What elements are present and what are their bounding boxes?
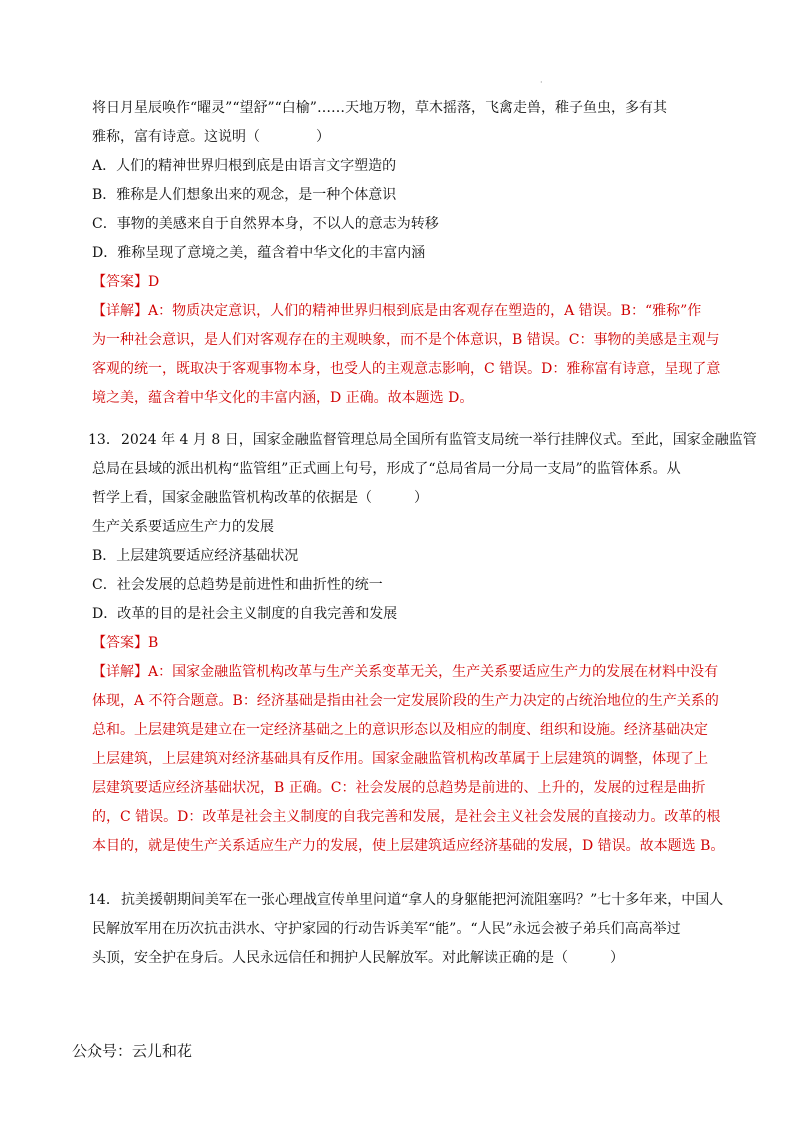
detail-text: A：国家金融监管机构改革与生产关系变革无关，生产关系要适应生产力的发展在材料中没有 [148, 664, 719, 680]
q13-stem-line: 哲学上看，国家金融监管机构改革的依据是（ ） [92, 490, 428, 506]
question-12 [92, 94, 752, 413]
answer-value: B [148, 635, 159, 651]
q13-option-b: B．上层建筑要适应经济基础状况 [92, 548, 299, 564]
q12-answer [92, 268, 752, 297]
q13-answer [92, 629, 752, 658]
q14-stem-line: 抗美援朝期间美军在一张心理战宣传单里问道“拿人的身躯能把河流阻塞吗？”七十多年来，中国人 [121, 892, 724, 908]
q14-number: 14． [88, 892, 120, 908]
q12-detail-line: 客观的统一，既取决于客观事物本身，也受人的主观意志影响，C 错误。D：雅称富有诗意，呈现了意 [92, 361, 721, 377]
question-13 [92, 455, 752, 861]
q13-detail-line: 上层建筑，上层建筑对经济基础具有反作用。国家金融监管机构改革属于上层建筑的调整，体现了上 [92, 751, 708, 767]
detail-label: 【详解】 [92, 664, 148, 680]
q14-stem-line: 头顶，安全护在身后。人民永远信任和拥护人民解放军。对此解读正确的是（ ） [92, 950, 624, 966]
q13-detail-line [92, 658, 752, 687]
detail-label: 【详解】 [92, 303, 148, 319]
q13-detail-line: 总和。上层建筑是建立在一定经济基础之上的意识形态以及相应的制度、组织和设施。经济基础决定 [92, 722, 708, 738]
answer-label: 【答案】 [92, 274, 148, 290]
q12-option-a: A．人们的精神世界归根到底是由语言文字塑造的 [92, 158, 397, 174]
q13-detail-line: 层建筑要适应经济基础状况，B 正确。C：社会发展的总趋势是前进的、上升的，发展的过程是曲折 [92, 780, 706, 796]
q13-stem-line: 2024 年 4 月 8 日，国家金融监督管理总局全国所有监管支局统一举行挂牌仪式。至此，国家金融监管 [121, 432, 757, 448]
top-mark: · [540, 78, 543, 87]
detail-text: A：物质决定意识，人们的精神世界归根到底是由客观存在塑造的，A 错误。B：“雅称”作 [148, 303, 702, 319]
q13-number: 13． [88, 432, 120, 448]
q12-stem-line: 雅称，富有诗意。这说明（ ） [92, 129, 330, 145]
footer-account: 公众号：云儿和花 [72, 1042, 193, 1060]
q14-stem-line: 民解放军用在历次抗击洪水、守护家园的行动告诉美军“能”。“人民”永远会被子弟兵们高高举过 [92, 921, 681, 937]
q12-option-c: C．事物的美感来自于自然界本身，不以人的意志为转移 [92, 216, 439, 232]
q13-detail-line: 的，C 错误。D：改革是社会主义制度的自我完善和发展，是社会主义社会发展的直接动力。改革的根 [92, 809, 721, 825]
q12-option-b: B．雅称是人们想象出来的观念，是一种个体意识 [92, 187, 397, 203]
q13-option-c: C．社会发展的总趋势是前进性和曲折性的统一 [92, 577, 383, 593]
q12-option-d: D．雅称呈现了意境之美，蕴含着中华文化的丰富内涵 [92, 245, 426, 261]
q13-stem-line: 总局在县域的派出机构“监管组”正式画上句号，形成了“总局省局一分局一支局”的监管体系。从 [92, 461, 681, 477]
question-14 [92, 915, 752, 973]
q13-detail-line: 体现，A 不符合题意。B：经济基础是指由社会一定发展阶段的生产力决定的占统治地位的生产关系的 [92, 693, 719, 709]
q13-detail-line: 本目的，就是使生产关系适应生产力的发展，使上层建筑适应经济基础的发展，D 错误。故本题选 B。 [92, 838, 725, 854]
answer-label: 【答案】 [92, 635, 148, 651]
answer-value: D [148, 274, 160, 290]
question-13-stem [121, 426, 781, 455]
q13-option-d: D．改革的目的是社会主义制度的自我完善和发展 [92, 606, 398, 622]
q13-option-a: 生产关系要适应生产力的发展 [92, 519, 274, 535]
question-14-stem [121, 886, 781, 915]
q12-detail-line: 境之美，蕴含着中华文化的丰富内涵，D 正确。故本题选 D。 [92, 390, 474, 406]
q12-detail-line: 为一种社会意识，是人们对客观存在的主观映象，而不是个体意识，B 错误。C：事物的美感是主观与 [92, 332, 720, 348]
q12-stem-line: 将日月星辰唤作“曜灵”“望舒”“白榆”……天地万物，草木摇落，飞禽走兽，稚子鱼虫，多有其 [92, 100, 667, 116]
q12-detail-line [92, 297, 752, 326]
